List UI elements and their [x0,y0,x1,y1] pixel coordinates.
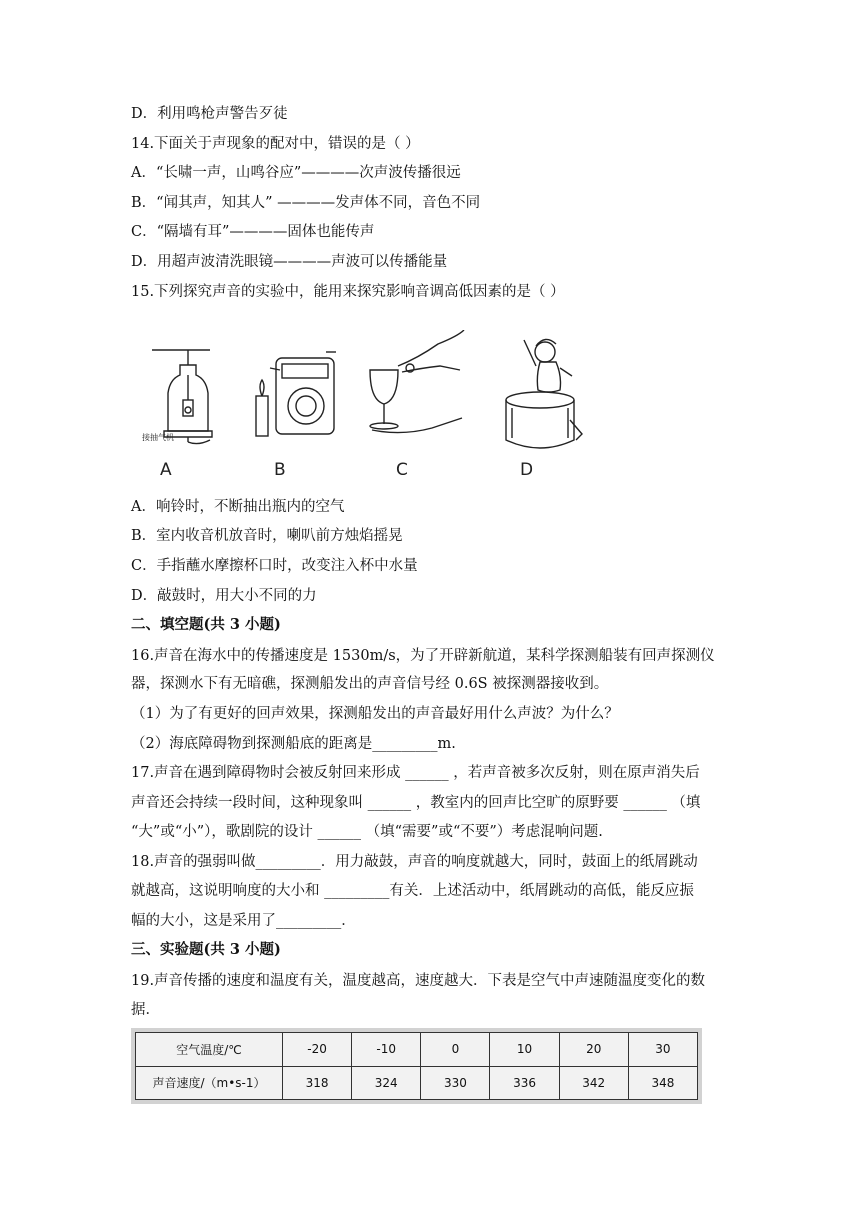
q17-line-1: 17.声音在遇到障碍物时会被反射回来形成 ______ ，若声音被多次反射，则在原声消失后 [131,765,700,781]
drum-boy-illustration [506,339,582,448]
q18-line-1: 18.声音的强弱叫做_________．用力敲鼓，声音的响度就越大，同时，鼓面上的纸屑跳动 [131,854,698,870]
q15-option-a: A．响铃时，不断抽出瓶内的空气 [131,499,345,515]
pump-caption: 接抽气机 [142,433,174,442]
table-cell: -10 [352,1033,421,1067]
table-cell: 318 [283,1066,352,1100]
q16-sub-2: （2）海底障碍物到探测船底的距离是_________m. [131,736,456,752]
sound-speed-table [131,1028,702,1104]
q19-line-2: 据． [131,1002,160,1018]
q15-option-b: B．室内收音机放音时，喇叭前方烛焰摇晃 [131,528,403,544]
table-cell: 10 [490,1033,559,1067]
table-cell: 348 [628,1066,697,1100]
q17-line-3: “大”或“小”），歌剧院的设计 ______ （填“需要”或“不要”）考虑混响问题. [131,824,603,840]
table-cell: 342 [559,1066,628,1100]
q17-line-2: 声音还会持续一段时间，这种现象叫 ______ ，教室内的回声比空旷的原野要 ______ （填 [131,795,701,811]
q16-line-2: 器，探测水下有无暗礁，探测船发出的声音信号经 0.6S 被探测器接收到。 [131,676,609,692]
q14-option-b: B．“闻其声，知其人” ————发声体不同，音色不同 [131,195,481,211]
table-cell: -20 [283,1033,352,1067]
table-cell: 330 [421,1066,490,1100]
table-cell: 20 [559,1033,628,1067]
table-cell: 空气温度/℃ [136,1033,283,1067]
bell-jar-illustration [142,350,212,444]
q15-option-d: D．敲鼓时，用大小不同的力 [131,588,317,604]
table-cell: 324 [352,1066,421,1100]
table-cell: 336 [490,1066,559,1100]
q13-option-d: D．利用鸣枪声警告歹徒 [131,106,288,122]
figure-label-b: B [274,460,286,480]
table-row [136,1066,698,1100]
table-row [136,1033,698,1067]
q18-line-2: 就越高，这说明响度的大小和 _________有关．上述活动中，纸屑跳动的高低，能反应振 [131,883,694,899]
q18-line-3: 幅的大小，这是采用了_________． [131,913,356,929]
q16-line-1: 16.声音在海水中的传播速度是 1530m/s，为了开辟新航道，某科学探测船装有回声探测仪 [131,648,715,664]
q14-option-d: D．用超声波清洗眼镜————声波可以传播能量 [131,254,448,270]
wine-glass-illustration [370,330,464,433]
q14-option-c: C．“隔墙有耳”————固体也能传声 [131,224,375,240]
q14-option-a: A．“长啸一声，山鸣谷应”————次声波传播很远 [131,165,461,181]
q15-stem: 15.下列探究声音的实验中，能用来探究影响音调高低因素的是（ ） [131,284,565,300]
q14-stem: 14.下面关于声现象的配对中，错误的是（ ） [131,136,420,152]
figure-label-a: A [160,460,172,480]
table-cell: 30 [628,1033,697,1067]
figure-label-c: C [396,460,408,480]
figure-label-d: D [520,460,534,480]
q16-sub-1: （1）为了有更好的回声效果，探测船发出的声音最好用什么声波？为什么？ [131,706,619,722]
table-cell: 0 [421,1033,490,1067]
radio-candle-illustration [256,352,336,436]
experiment-figure [140,330,600,480]
table-cell: 声音速度/（m•s-1） [136,1066,283,1100]
section-fill-in-heading: 二、填空题(共 3 小题) [131,616,281,633]
q19-line-1: 19.声音传播的速度和温度有关，温度越高，速度越大．下表是空气中声速随温度变化的数 [131,973,706,989]
q15-option-c: C．手指蘸水摩擦杯口时，改变注入杯中水量 [131,558,418,574]
section-experiment-heading: 三、实验题(共 3 小题) [131,941,281,958]
